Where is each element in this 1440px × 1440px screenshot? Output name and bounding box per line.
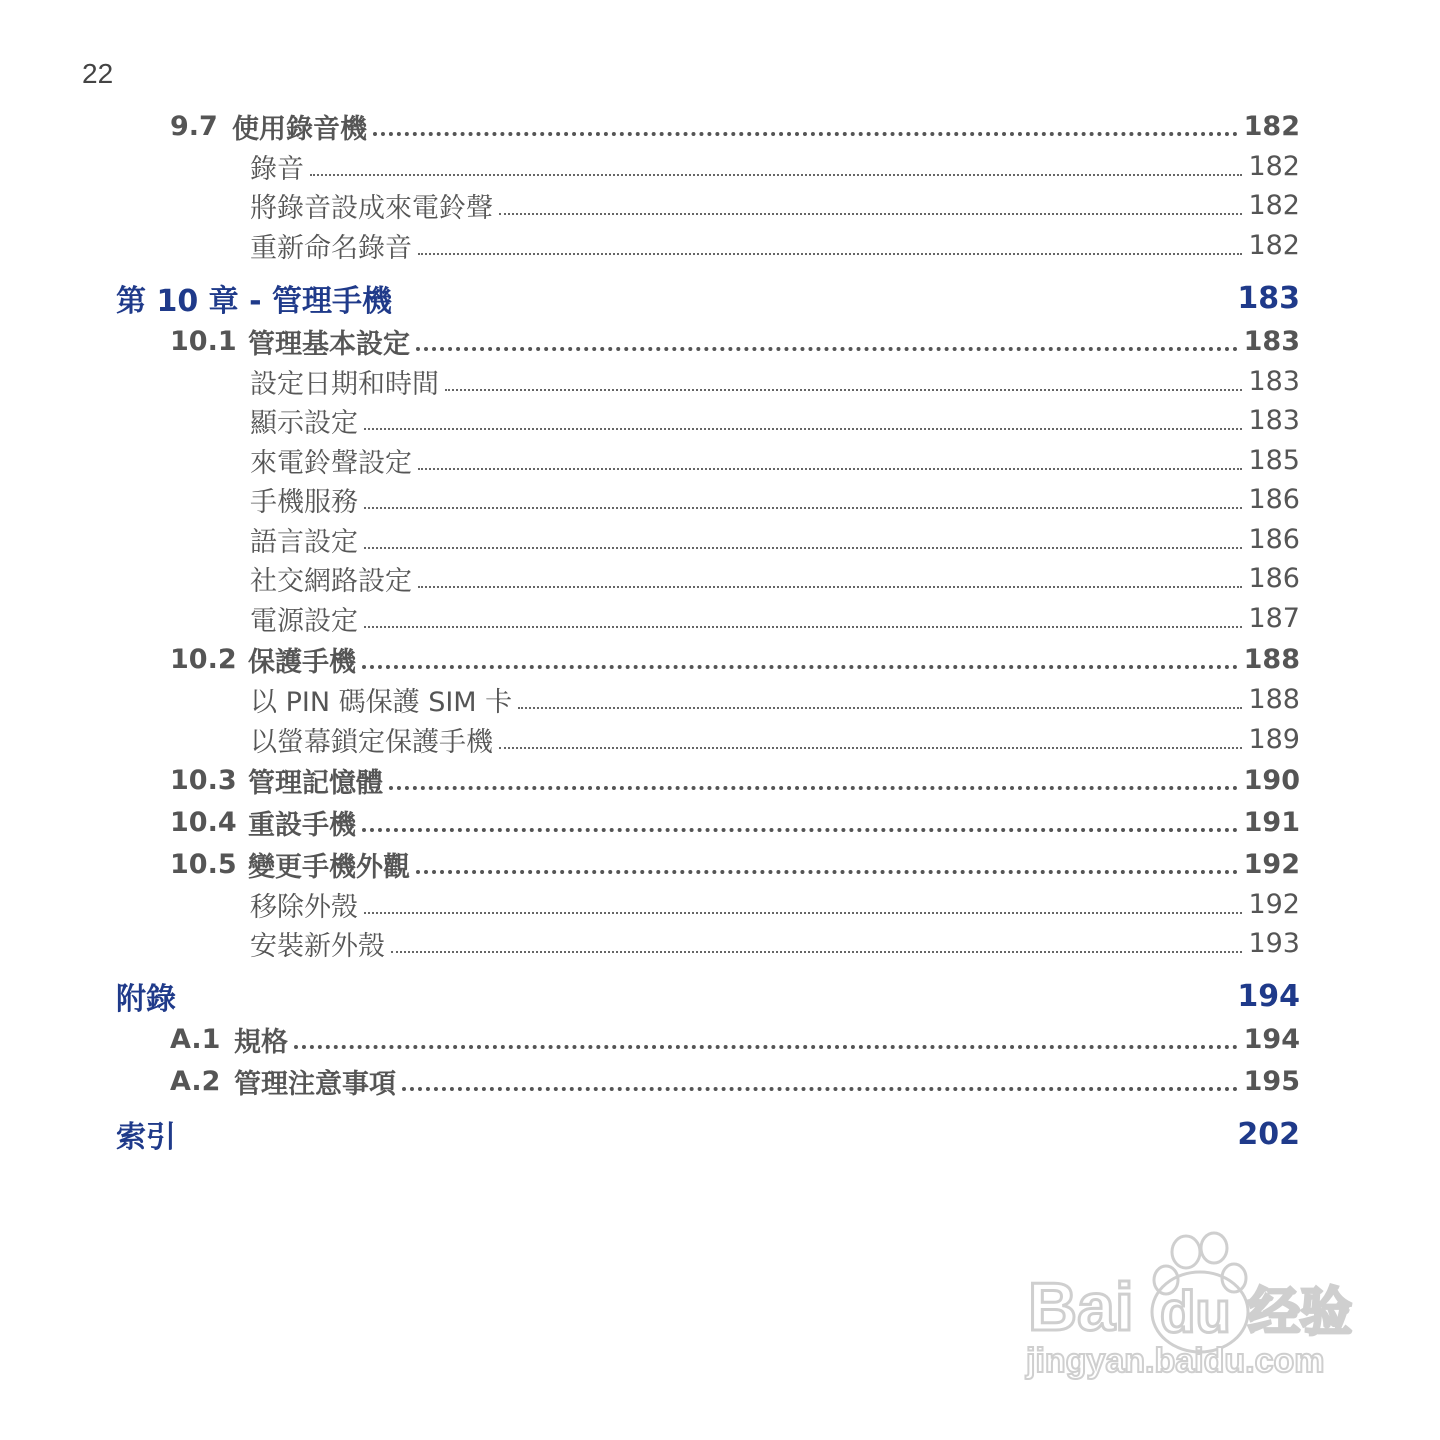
page-number: 22 [82, 58, 114, 89]
toc-leader [418, 468, 1242, 470]
toc-number: 10.1 [170, 325, 237, 357]
toc-subsection [250, 227, 1300, 263]
toc-subsection [250, 925, 1300, 961]
toc-number: 10.2 [170, 643, 237, 675]
toc-page: 183 [1248, 404, 1300, 436]
toc-subsection [250, 402, 1300, 438]
toc-page: 186 [1248, 523, 1300, 555]
toc-number: 9.7 [170, 110, 218, 142]
toc-chapter [116, 974, 1300, 1018]
toc-title: 電源設定 [250, 605, 358, 637]
toc-title: 手機服務 [250, 486, 358, 518]
toc-title: 移除外殼 [250, 891, 358, 923]
toc-page: 202 [1237, 1116, 1300, 1152]
toc-title: 重設手機 [248, 809, 356, 841]
watermark-brand: Bai [1028, 1269, 1134, 1345]
toc-leader [445, 389, 1242, 391]
watermark-brand-du: du [1160, 1280, 1231, 1345]
toc-subsection [250, 148, 1300, 184]
toc-page: 193 [1248, 927, 1300, 959]
toc-page: 183 [1248, 365, 1300, 397]
toc-title: 重新命名錄音 [250, 232, 412, 264]
watermark-url: jingyan.baidu.com [1026, 1342, 1325, 1380]
toc-title: 規格 [234, 1026, 288, 1058]
toc-subsection [250, 187, 1300, 223]
toc-page: 188 [1248, 683, 1300, 715]
toc-leader [499, 747, 1242, 749]
toc-title: 社交網路設定 [250, 565, 412, 597]
toc-subsection [250, 521, 1300, 557]
toc-page: 185 [1248, 444, 1300, 476]
toc-section [170, 323, 1300, 359]
toc-section [170, 641, 1300, 677]
toc-section [170, 762, 1300, 798]
toc-title: 索引 [116, 1120, 176, 1155]
baidu-watermark [1018, 1222, 1358, 1392]
toc-subsection [250, 600, 1300, 636]
toc-title: 變更手機外觀 [248, 851, 410, 883]
toc-title: 設定日期和時間 [250, 368, 439, 400]
toc-number: 10.3 [170, 764, 237, 796]
toc-page: 192 [1248, 888, 1300, 920]
toc-title: 保護手機 [248, 646, 356, 678]
toc-title: 管理記憶體 [248, 767, 383, 799]
toc-number: 10.4 [170, 806, 237, 838]
toc-title: 錄音 [250, 153, 304, 185]
toc-subsection [250, 560, 1300, 596]
toc-section [170, 846, 1300, 882]
toc-page: 182 [1248, 150, 1300, 182]
paw-icon [1172, 1236, 1200, 1268]
toc-leader [364, 547, 1242, 549]
toc-leader [362, 665, 1238, 669]
toc-title: 附錄 [116, 982, 176, 1017]
toc-page: 191 [1243, 806, 1300, 838]
toc-subsection [250, 681, 1300, 717]
toc-page: 186 [1248, 483, 1300, 515]
toc-page: 182 [1243, 110, 1300, 142]
toc-title: 顯示設定 [250, 407, 358, 439]
toc-title: 語言設定 [250, 526, 358, 558]
toc-page: 187 [1248, 602, 1300, 634]
toc-section [170, 108, 1300, 144]
toc-subsection [250, 363, 1300, 399]
toc-leader [499, 213, 1242, 215]
toc-page: 186 [1248, 562, 1300, 594]
toc-page: 183 [1243, 325, 1300, 357]
toc-number: A.1 [170, 1023, 221, 1055]
toc-chapter [116, 1112, 1300, 1156]
toc-number: A.2 [170, 1065, 221, 1097]
toc-title: 以 PIN 碼保護 SIM 卡 [250, 686, 513, 718]
toc-leader [364, 912, 1242, 914]
toc-title: 將錄音設成來電鈴聲 [250, 192, 493, 224]
toc-page: 182 [1248, 229, 1300, 261]
toc-title: 第 10 章 - 管理手機 [116, 284, 392, 319]
toc-title: 來電鈴聲設定 [250, 447, 412, 479]
toc-leader [402, 1087, 1238, 1091]
toc-leader [389, 786, 1238, 790]
watermark-brand-cn: 经验 [1248, 1283, 1353, 1343]
toc-leader [364, 626, 1242, 628]
toc-leader [373, 132, 1238, 136]
toc-title: 使用錄音機 [232, 113, 367, 145]
toc-leader [391, 951, 1242, 953]
toc-subsection [250, 442, 1300, 478]
toc-section [170, 804, 1300, 840]
toc-number: 10.5 [170, 848, 237, 880]
toc-subsection [250, 721, 1300, 757]
toc-leader [416, 347, 1238, 351]
toc-leader [310, 174, 1242, 176]
toc-leader [416, 870, 1238, 874]
toc-leader [294, 1045, 1238, 1049]
toc-section [170, 1021, 1300, 1057]
toc-leader [364, 428, 1242, 430]
toc-chapter [116, 276, 1300, 320]
toc-leader [362, 828, 1238, 832]
toc-subsection [250, 481, 1300, 517]
toc-subsection [250, 886, 1300, 922]
toc-title: 管理注意事項 [234, 1068, 396, 1100]
toc-title: 以螢幕鎖定保護手機 [250, 726, 493, 758]
toc-leader [364, 507, 1242, 509]
toc-leader [418, 253, 1242, 255]
toc-page: 195 [1243, 1065, 1300, 1097]
toc-leader [418, 586, 1242, 588]
toc-page: 194 [1237, 978, 1300, 1014]
toc-page: 183 [1237, 280, 1300, 316]
toc-leader [518, 707, 1242, 709]
toc-page: 194 [1243, 1023, 1300, 1055]
toc-section [170, 1063, 1300, 1099]
toc-page: 182 [1248, 189, 1300, 221]
toc-title: 安裝新外殼 [250, 930, 385, 962]
toc-page: 192 [1243, 848, 1300, 880]
toc-page: 190 [1243, 764, 1300, 796]
toc-page: 188 [1243, 643, 1300, 675]
toc-page: 189 [1248, 723, 1300, 755]
toc-title: 管理基本設定 [248, 328, 410, 360]
